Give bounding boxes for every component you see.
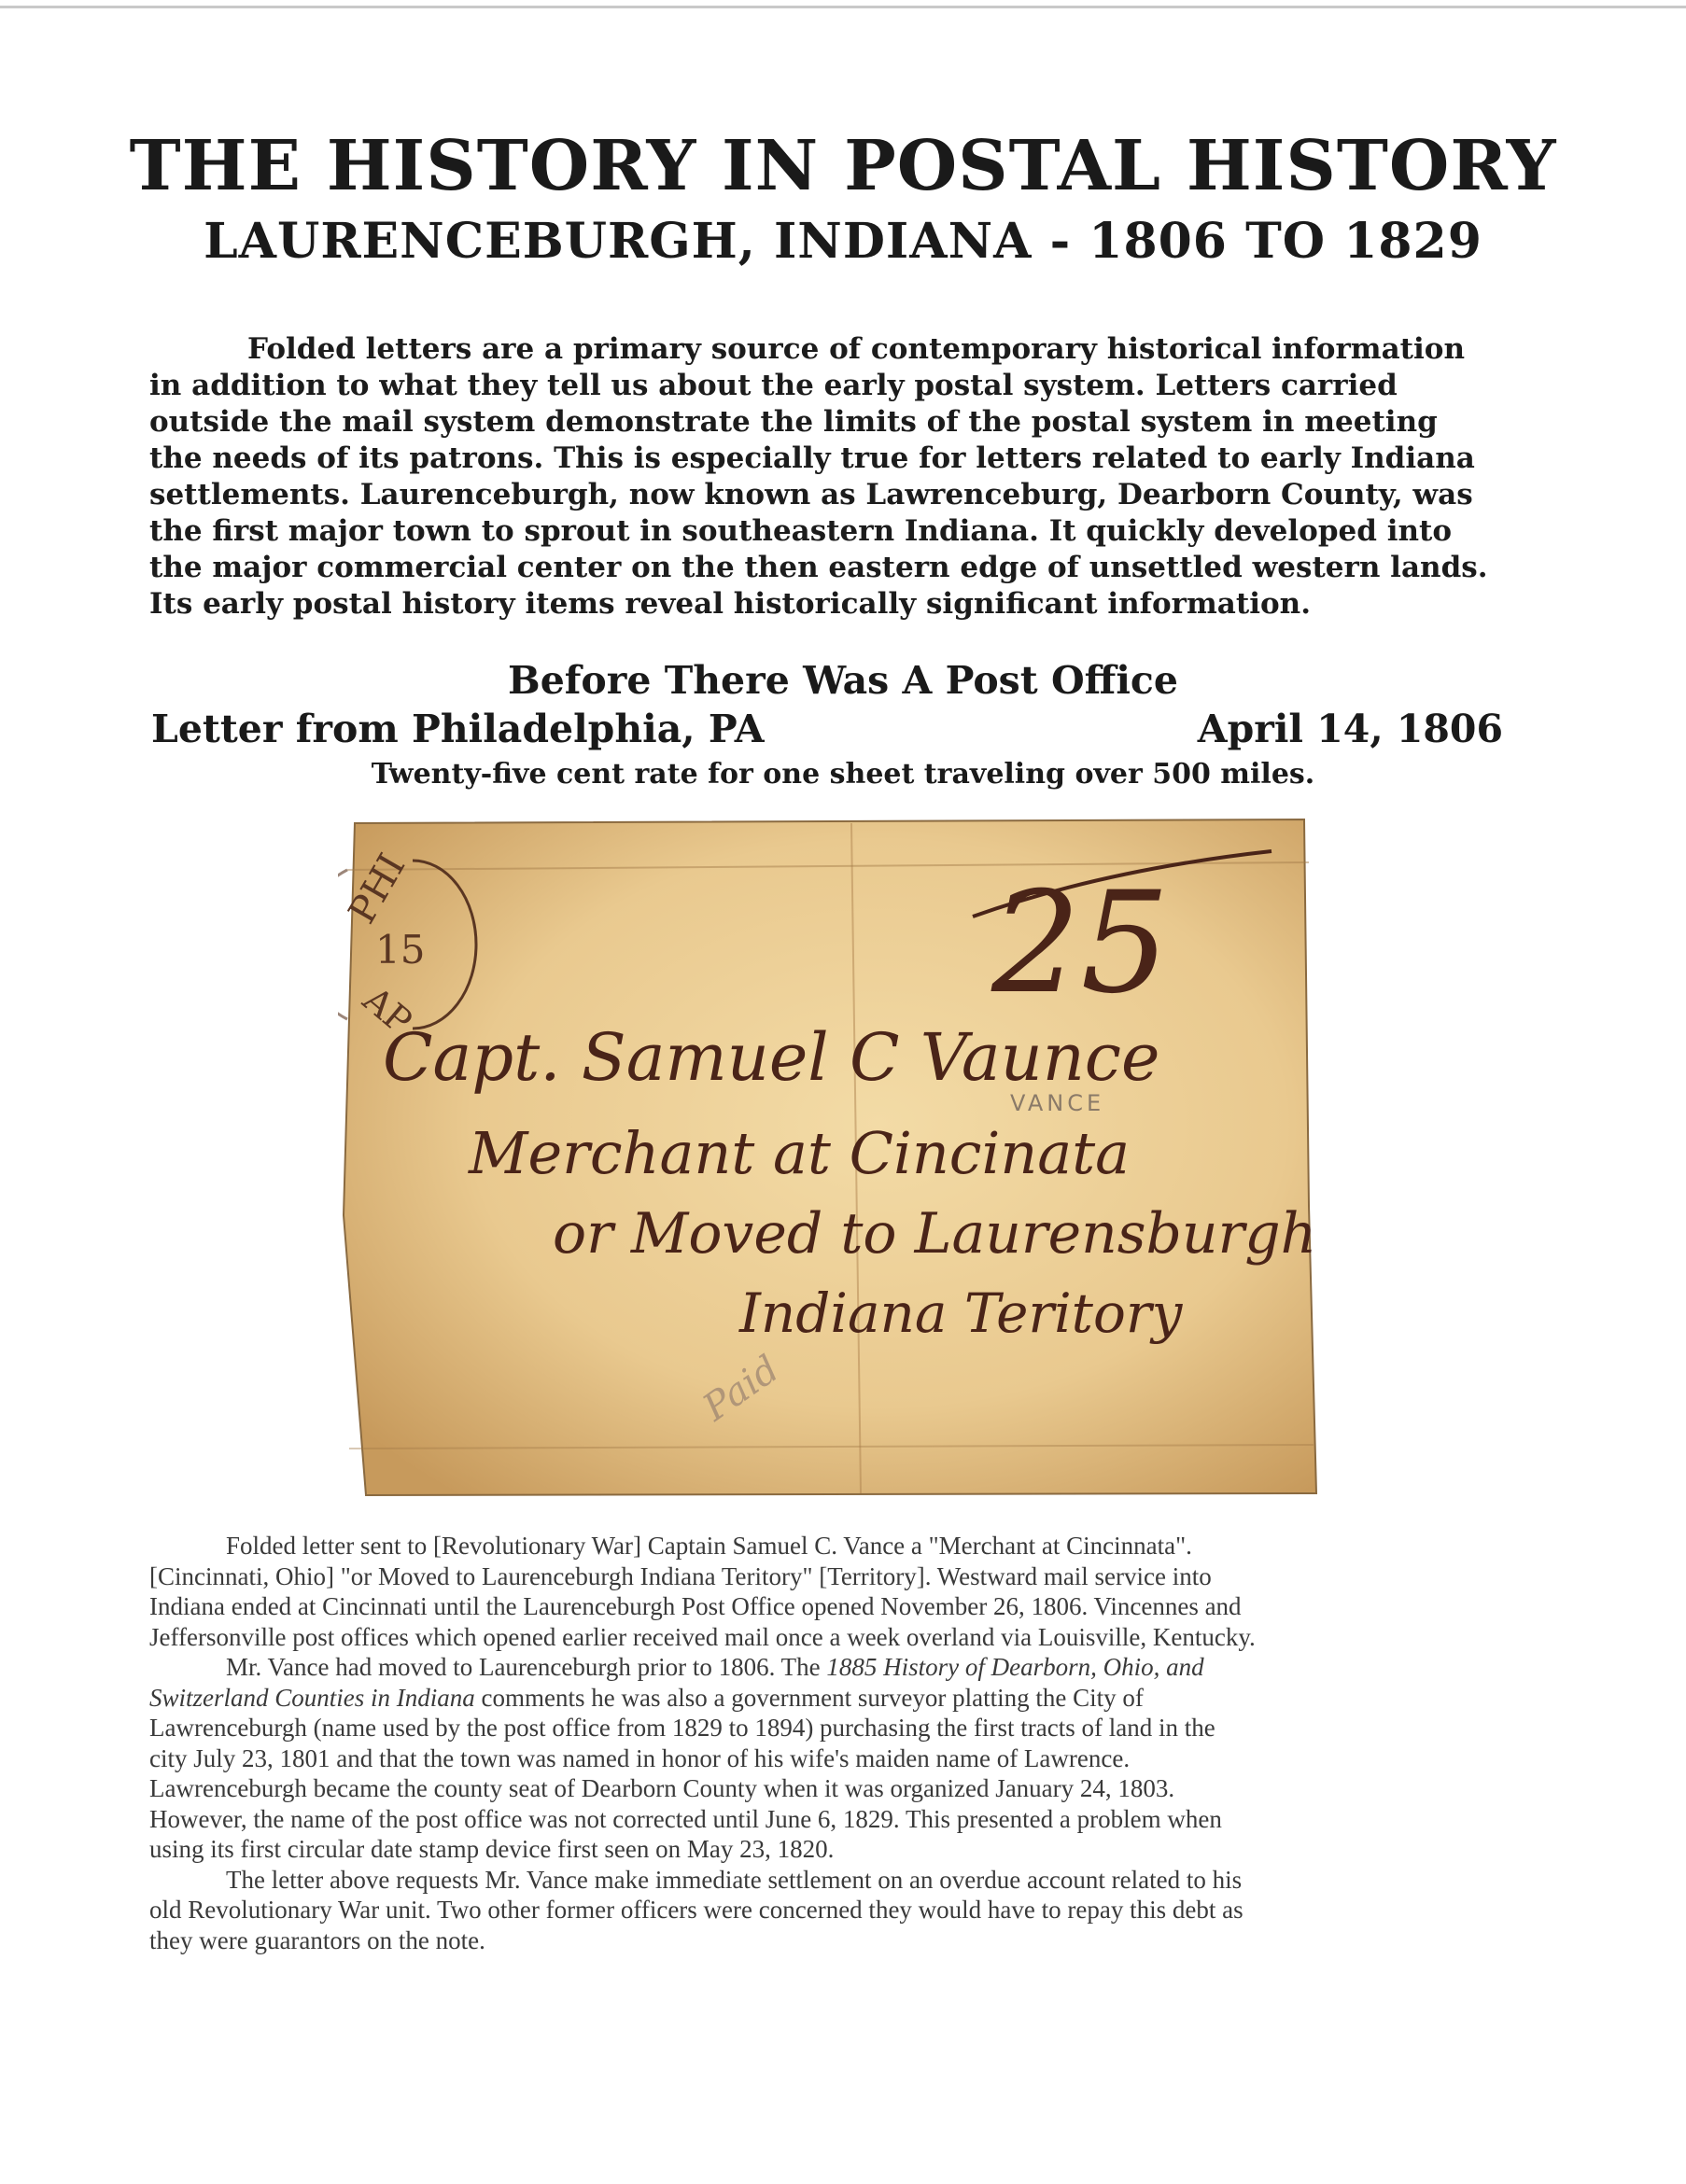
page-title: THE HISTORY IN POSTAL HISTORY — [129, 126, 1557, 206]
caption — [149, 1531, 1531, 1955]
caption-para-1 — [149, 1531, 1531, 1652]
caption-para-3 — [149, 1865, 1531, 1956]
intro-line: the major commercial center on the then eastern edge of unsettled western lands. — [149, 551, 1488, 584]
intro-paragraph — [149, 331, 1494, 623]
caption-para-2 — [149, 1652, 1531, 1865]
section-heading: Before There Was A Post Office — [508, 658, 1178, 703]
page-subtitle: LAURENCEBURGH, INDIANA - 1806 TO 1829 — [204, 213, 1482, 270]
intro-line: the first major town to sprout in southeastern Indiana. It quickly developed into — [149, 514, 1452, 548]
address-line-2: Merchant at Cincinata — [469, 1119, 1131, 1187]
caption-line: Indiana ended at Cincinnati until the Laurenceburgh Post Office opened November 26, 1806. Vincennes and — [149, 1592, 1242, 1620]
top-rule — [0, 6, 1686, 8]
letter-origin: Letter from Philadelphia, PA — [151, 707, 765, 751]
address-line-3: or Moved to Laurensburgh — [553, 1201, 1317, 1267]
intro-line: Folded letters are a primary source of contemporary historical information — [247, 332, 1465, 366]
caption-line: Jeffersonville post offices which opened earlier received mail once a week overland via Louisville, Kentucky. — [149, 1622, 1256, 1651]
book-title-part-2: Switzerland Counties in Indiana — [149, 1683, 475, 1712]
caption-line: old Revolutionary War unit. Two other former officers were concerned they would have to repay this debt as — [149, 1896, 1243, 1924]
caption-text: comments he was also a government surveyor platting the City of — [474, 1683, 1144, 1712]
caption-line: they were guarantors on the note. — [149, 1925, 485, 1954]
address-line-1: Capt. Samuel C Vaunce — [383, 1019, 1160, 1096]
postmark-month: AP — [355, 978, 420, 1043]
intro-line: in addition to what they tell us about the early postal system. Letters carried — [149, 369, 1398, 402]
intro-line: the needs of its patrons. This is especially true for letters related to early Indiana — [149, 441, 1475, 475]
caption-line: However, the name of the post office was not corrected until June 6, 1829. This presented a problem when — [149, 1804, 1222, 1833]
caption-line — [149, 1652, 1531, 1683]
caption-line: Lawrenceburgh (name used by the post office from 1829 to 1894) purchasing the first tracts of land in the — [149, 1714, 1215, 1742]
intro-line: settlements. Laurenceburgh, now known as Lawrenceburg, Dearborn County, was — [149, 478, 1473, 511]
rate-marking: 25 — [991, 862, 1170, 1025]
caption-line: using its first circular date stamp device first seen on May 23, 1820. — [149, 1835, 835, 1863]
address-line-4: Indiana Teritory — [739, 1281, 1183, 1345]
postmark-city: PHI — [340, 847, 414, 931]
rate-note: Twenty-five cent rate for one sheet traveling over 500 miles. — [371, 758, 1315, 791]
letter-date: April 14, 1806 — [1197, 707, 1503, 751]
intro-line: Its early postal history items reveal historically significant information. — [149, 587, 1311, 621]
caption-line — [149, 1683, 1531, 1714]
postmark-day: 15 — [375, 927, 426, 973]
caption-line: Folded letter sent to [Revolutionary War] Captain Samuel C. Vance a "Merchant at Cincinnata". — [226, 1532, 1192, 1560]
caption-text: Mr. Vance had moved to Laurenceburgh prior to 1806. The — [226, 1653, 827, 1681]
book-title-part-1: 1885 History of Dearborn, Ohio, and — [826, 1653, 1204, 1681]
pencil-note: VANCE — [1010, 1090, 1105, 1116]
caption-line: city July 23, 1801 and that the town was named in honor of his wife's maiden name of Lawrence. — [149, 1743, 1131, 1772]
caption-line: The letter above requests Mr. Vance make immediate settlement on an overdue account related to his — [226, 1865, 1243, 1894]
paid-docket: Paid — [695, 1347, 787, 1430]
folded-letter-image — [338, 814, 1318, 1500]
caption-line: [Cincinnati, Ohio] "or Moved to Laurenceburgh Indiana Teritory" [Territory]. Westward mail service into — [149, 1561, 1212, 1590]
caption-line: Lawrenceburgh became the county seat of Dearborn County when it was organized January 24, 1803. — [149, 1774, 1175, 1802]
intro-line: outside the mail system demonstrate the limits of the postal system in meeting — [149, 405, 1438, 439]
